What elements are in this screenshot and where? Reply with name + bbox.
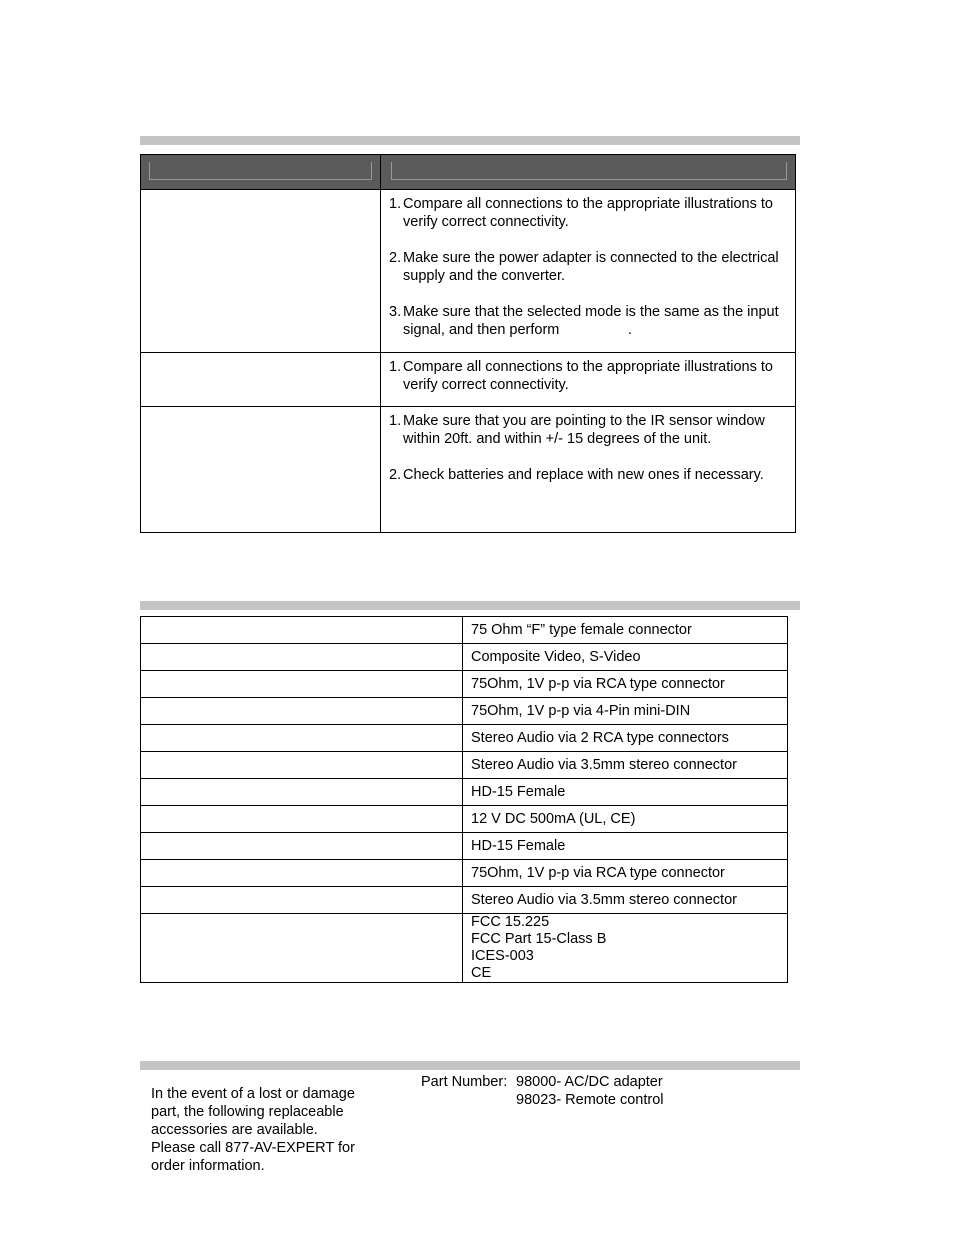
part-number-row [421,1091,664,1109]
solution-step [389,249,787,285]
troubleshooting-row [141,190,796,353]
spec-label [141,725,463,752]
step-number: 1. [389,413,402,429]
step-text: Make sure the power adapter is connected to the electrical supply and the converter. [403,250,779,284]
solution-cell [381,407,796,533]
spec-row [141,833,788,860]
compliance-line: CE [471,965,492,981]
step-text: Check batteries and replace with new ones if necessary. [403,467,764,483]
spec-label [141,914,463,983]
part-number-item: 98023- Remote control [516,1092,664,1108]
step-text: Compare all connections to the appropriate illustrations to verify correct connectivity. [403,359,773,393]
solution-steps [381,190,795,349]
spec-value: Stereo Audio via 3.5mm stereo connector [463,752,788,779]
problem-cell [141,407,381,533]
troubleshooting-row [141,407,796,533]
step-number: 1. [389,359,402,375]
spec-row [141,671,788,698]
troubleshooting-table [140,154,796,533]
step-text: Compare all connections to the appropriate illustrations to verify correct connectivity. [403,196,773,230]
troubleshooting-header-row [141,155,796,190]
spec-label [141,671,463,698]
compliance-line: FCC Part 15-Class B [471,931,607,947]
part-numbers [421,1073,664,1109]
spec-row [141,779,788,806]
spec-label [141,833,463,860]
spec-row [141,644,788,671]
spec-row [141,752,788,779]
step-text: Make sure that you are pointing to the IR sensor window within 20ft. and within +/- 15 degrees of the unit. [403,413,765,447]
step-number: 3. [389,304,402,320]
compliance-line: FCC 15.225 [471,914,550,930]
solution-cell [381,190,796,353]
spec-label [141,887,463,914]
spec-label [141,806,463,833]
spec-value: 75Ohm, 1V p-p via RCA type connector [463,860,788,887]
compliance-line: ICES-003 [471,948,534,964]
spec-row-compliance [141,914,788,983]
solution-step [389,412,787,448]
spec-value: 75Ohm, 1V p-p via 4-Pin mini-DIN [463,698,788,725]
spec-value: 75 Ohm “F” type female connector [463,617,788,644]
spec-row [141,617,788,644]
spec-value: 12 V DC 500mA (UL, CE) [463,806,788,833]
part-number-item: 98000- AC/DC adapter [516,1074,663,1090]
spec-value: HD-15 Female [463,779,788,806]
spec-label [141,752,463,779]
spec-row [141,725,788,752]
part-number-spacer [421,1091,516,1109]
spec-row [141,698,788,725]
spec-label [141,617,463,644]
troubleshooting-row [141,353,796,407]
spec-row [141,887,788,914]
specifications-table [140,616,788,983]
problem-header [149,162,372,180]
problem-cell [141,190,381,353]
accessories-section-bar [140,1061,800,1070]
spec-value-compliance [463,914,788,983]
step-number: 2. [389,250,402,266]
spec-value: Composite Video, S-Video [463,644,788,671]
spec-label [141,644,463,671]
part-number-row [421,1073,664,1091]
specifications-section-bar [140,601,800,610]
spec-row [141,806,788,833]
step-text: Make sure that the selected mode is the same as the input signal, and then perform . [403,304,783,338]
accessories-description: In the event of a lost or damage part, the following replaceable accessories are available. Please call 877-AV-EXPERT for order information. [151,1086,355,1174]
spec-value: 75Ohm, 1V p-p via RCA type connector [463,671,788,698]
solution-header-cell [381,155,796,190]
spec-label [141,779,463,806]
troubleshooting-section-bar [140,136,800,145]
step-number: 2. [389,467,402,483]
problem-header-cell [141,155,381,190]
solution-header [391,162,787,180]
step-number: 1. [389,196,402,212]
solution-step [389,303,787,339]
spec-value: Stereo Audio via 2 RCA type connectors [463,725,788,752]
spec-value: Stereo Audio via 3.5mm stereo connector [463,887,788,914]
solution-step [389,466,787,484]
spec-row [141,860,788,887]
spec-value: HD-15 Female [463,833,788,860]
problem-cell [141,353,381,407]
spec-label [141,860,463,887]
solution-steps [381,353,795,404]
spec-label [141,698,463,725]
solution-step [389,195,787,231]
solution-steps [381,407,795,494]
solution-cell [381,353,796,407]
part-number-label: Part Number: [421,1074,508,1090]
solution-step [389,358,787,394]
